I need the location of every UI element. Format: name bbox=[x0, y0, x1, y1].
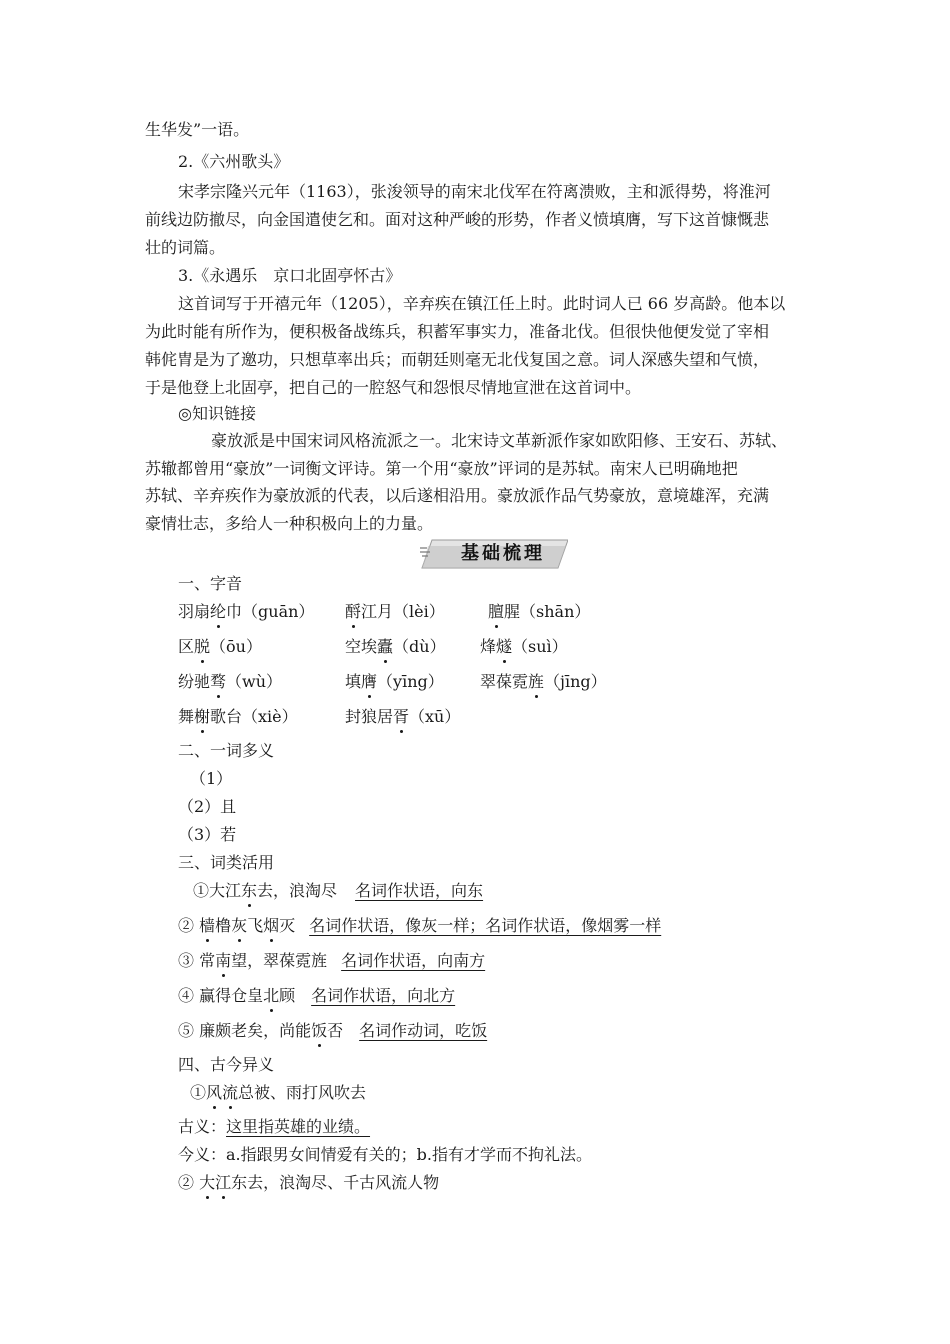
shift-item: ② 樯橹灰飞烟灭 名词作状语，像灰一样；名词作状语，像烟雾一样 bbox=[178, 916, 662, 935]
section-heading: 一、字音 bbox=[178, 574, 243, 593]
paragraph-line: 豪放派是中国宋词风格流派之一。北宋诗文革新派作家如欧阳修、王安石、苏轼、 bbox=[211, 431, 788, 450]
paragraph-line: 宋孝宗隆兴元年（1163），张浚领导的南宋北伐军在符离溃败，主和派得势，将淮河 bbox=[178, 182, 771, 201]
banner-title: 基础梳理 bbox=[461, 543, 545, 564]
shift-item: ③ 常南望，翠葆霓旌 名词作状语，向南方 bbox=[178, 951, 486, 970]
paragraph-line: 于是他登上北固亭，把自己的一腔怒气和怨恨尽情地宣泄在这首词中。 bbox=[145, 378, 642, 397]
pron-item: 空埃蠹（dù） bbox=[345, 637, 446, 656]
knowledge-link-heading: ◎知识链接 bbox=[178, 404, 256, 423]
shift-item: ⑤ 廉颇老矣，尚能饭否 名词作动词，吃饭 bbox=[178, 1021, 488, 1040]
paragraph-line: 韩侂胄是为了邀功，只想草率出兵；而朝廷则毫无北伐复国之意。词人深感失望和气愤， bbox=[145, 350, 770, 369]
poly-item: （3）若 bbox=[178, 825, 237, 844]
pron-item: 区脱（ōu） bbox=[178, 637, 262, 656]
paragraph-line: 壮的词篇。 bbox=[145, 238, 226, 257]
section-heading: 四、古今异义 bbox=[178, 1055, 275, 1074]
paragraph-line: 豪情壮志，多给人一种积极向上的力量。 bbox=[145, 514, 434, 533]
pron-item: 填膺（yīng） bbox=[345, 672, 444, 691]
poly-item: （1） bbox=[190, 769, 233, 788]
paragraph-line: 苏轼、辛弃疾作为豪放派的代表，以后遂相沿用。豪放派作品气势豪放，意境雄浑，充满 bbox=[145, 486, 770, 505]
answer: 名词作动词，吃饭 bbox=[359, 1021, 488, 1040]
section-heading: 2.《六州歌头》 bbox=[178, 152, 290, 171]
section-banner bbox=[418, 539, 568, 569]
ancient-item: ①风流总被、雨打风吹去 bbox=[190, 1083, 367, 1102]
paragraph-line: 生华发”一语。 bbox=[145, 120, 250, 139]
pron-item: 酹江月（lèi） bbox=[345, 602, 445, 621]
pron-item: 羽扇纶巾（guān） bbox=[178, 602, 315, 621]
pron-item: 纷驰骛（wù） bbox=[178, 672, 283, 691]
modern-meaning: 今义：a.指跟男女间情爱有关的；b.指有才学而不拘礼法。 bbox=[178, 1145, 592, 1164]
section-heading: 三、词类活用 bbox=[178, 853, 275, 872]
answer: 名词作状语，向东 bbox=[355, 881, 484, 900]
ancient-item: ② 大江东去，浪淘尽、千古风流人物 bbox=[178, 1173, 440, 1192]
paragraph-line: 苏辙都曾用“豪放”一词衡文评诗。第一个用“豪放”评词的是苏轼。南宋人已明确地把 bbox=[145, 459, 738, 478]
paragraph-line: 为此时能有所作为，便积极备战练兵，积蓄军事实力，准备北伐。但很快他便发觉了宰相 bbox=[145, 322, 770, 341]
paragraph-line: 这首词写于开禧元年（1205），辛弃疾在镇江任上时。此时词人已 66 岁高龄。他本以 bbox=[178, 294, 786, 313]
paragraph-line: 前线边防撤尽，向金国遣使乞和。面对这种严峻的形势，作者义愤填膺，写下这首慷慨悲 bbox=[145, 210, 770, 229]
answer: 名词作状语，向南方 bbox=[341, 951, 486, 970]
section-heading: 3.《永遇乐 京口北固亭怀古》 bbox=[178, 266, 402, 285]
answer: 这里指英雄的业绩。 bbox=[226, 1117, 371, 1136]
answer: 名词作状语，向北方 bbox=[311, 986, 456, 1005]
answer: 名词作状语，像灰一样；名词作状语，像烟雾一样 bbox=[309, 916, 662, 935]
pron-item: 膻腥（shān） bbox=[488, 602, 591, 621]
poly-item: （2）且 bbox=[178, 797, 237, 816]
shift-item: ①大江东去，浪淘尽 名词作状语，向东 bbox=[193, 881, 484, 900]
pron-item: 舞榭歌台（xiè） bbox=[178, 707, 298, 726]
ancient-meaning: 古义：这里指英雄的业绩。 bbox=[178, 1117, 371, 1136]
pron-item: 封狼居胥（xū） bbox=[345, 707, 461, 726]
pron-item: 翠葆霓旌（jīng） bbox=[480, 672, 607, 691]
shift-item: ④ 赢得仓皇北顾 名词作状语，向北方 bbox=[178, 986, 456, 1005]
pron-item: 烽燧（suì） bbox=[480, 637, 568, 656]
section-heading: 二、一词多义 bbox=[178, 741, 275, 760]
